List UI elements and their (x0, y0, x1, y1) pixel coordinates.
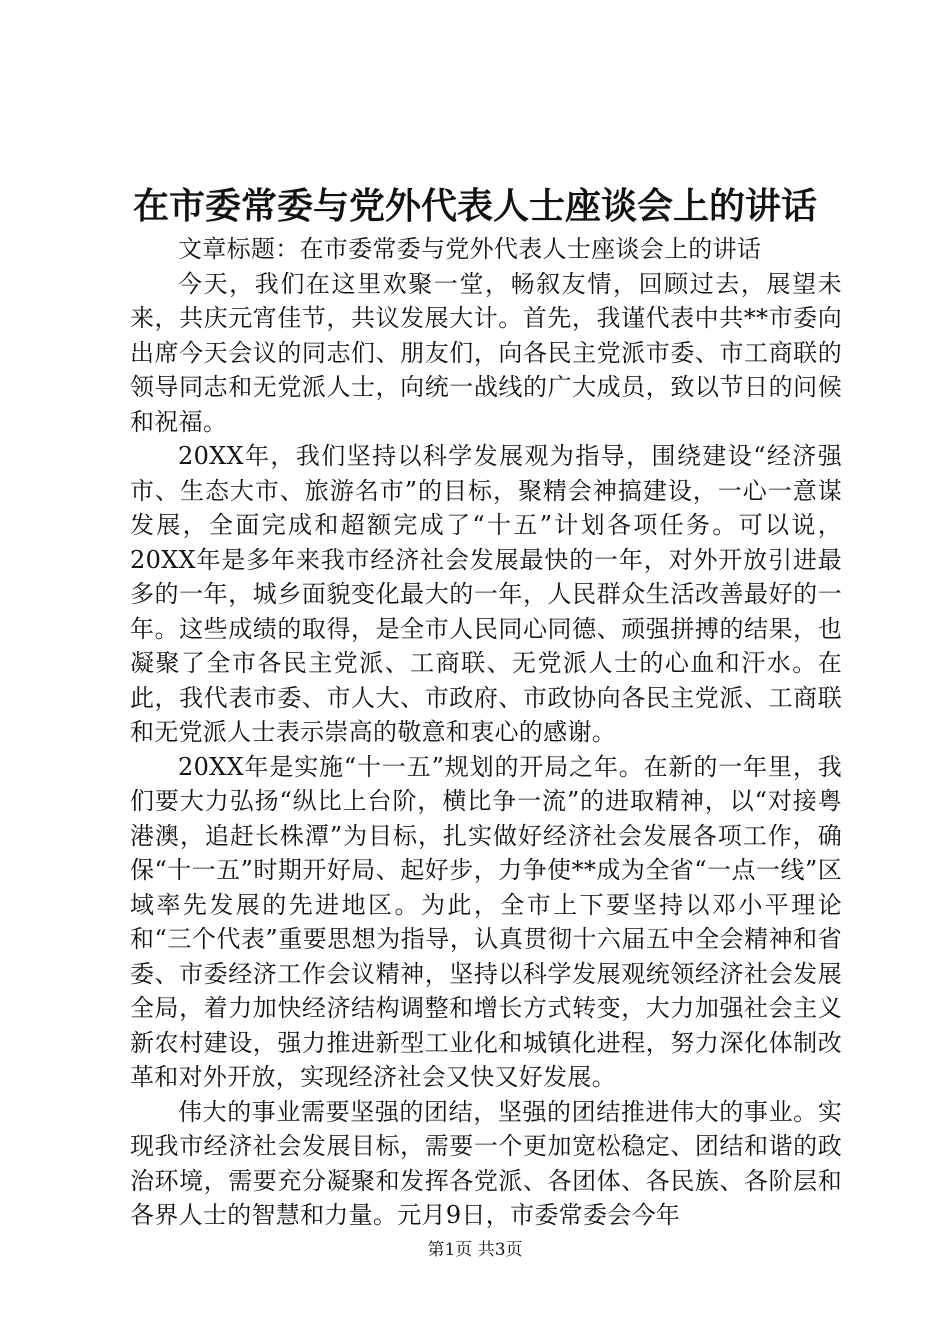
paragraph-article-title: 文章标题：在市委常委与党外代表人士座谈会上的讲话 (178, 235, 762, 263)
paragraph-greeting: 今天，我们在这里欢聚一堂，畅叙友情，回顾过去，展望未来，共庆元宵佳节，共议发展大计。首先，我谨代表中共**市委向出席今天会议的同志们、朋友们，向各民主党派市委、市工商联的领导同志和无党派人士，向统一战线的广大成员，致以节日的问候和祝福。 (130, 269, 842, 436)
document-body (130, 232, 842, 1233)
paragraph-plan: 20XX年是实施“十一五”规划的开局之年。在新的一年里，我们要大力弘扬“纵比上台阶，横比争一流”的进取精神，以“对接粤港澳，追赶长株潭”为目标，扎实做好经济社会发展各项工作，确保“十一五”时期开好局、起好步，力争使**成为全省“一点一线”区域率先发展的先进地区。为此，全市上下要坚持以邓小平理论和“三个代表”重要思想为指导，认真贯彻十六届五中全会精神和省委、市委经济工作会议精神，坚持以科学发展观统领经济社会发展全局，着力加快经济结构调整和增长方式转变，大力加强社会主义新农村建设，强力推进新型工业化和城镇化进程，努力深化体制改革和对外开放，实现经济社会又快又好发展。 (130, 752, 842, 1091)
paragraph-unity: 伟大的事业需要坚强的团结，坚强的团结推进伟大的事业。实现我市经济社会发展目标，需要一个更加宽松稳定、团结和谐的政治环境，需要充分凝聚和发挥各党派、各团体、各民族、各阶层和各界人士的智慧和力量。元月9日，市委常委会今年 (130, 1097, 842, 1229)
page-number: 第1页 共3页 (427, 1240, 523, 1260)
paragraph-review: 20XX年，我们坚持以科学发展观为指导，围绕建设“经济强市、生态大市、旅游名市”的目标，聚精会神搞建设，一心一意谋发展，全面完成和超额完成了“十五”计划各项任务。可以说，20XX年是多年来我市经济社会发展最快的一年，对外开放引进最多的一年，城乡面貌变化最大的一年，人民群众生活改善最好的一年。这些成绩的取得，是全市人民同心同德、顽强拼搏的结果，也凝聚了全市各民主党派、工商联、无党派人士的心血和汗水。在此，我代表市委、市人大、市政府、市政协向各民主党派、工商联和无党派人士表示崇高的敬意和衷心的感谢。 (130, 442, 842, 746)
document-title: 在市委常委与党外代表人士座谈会上的讲话 (132, 185, 817, 227)
